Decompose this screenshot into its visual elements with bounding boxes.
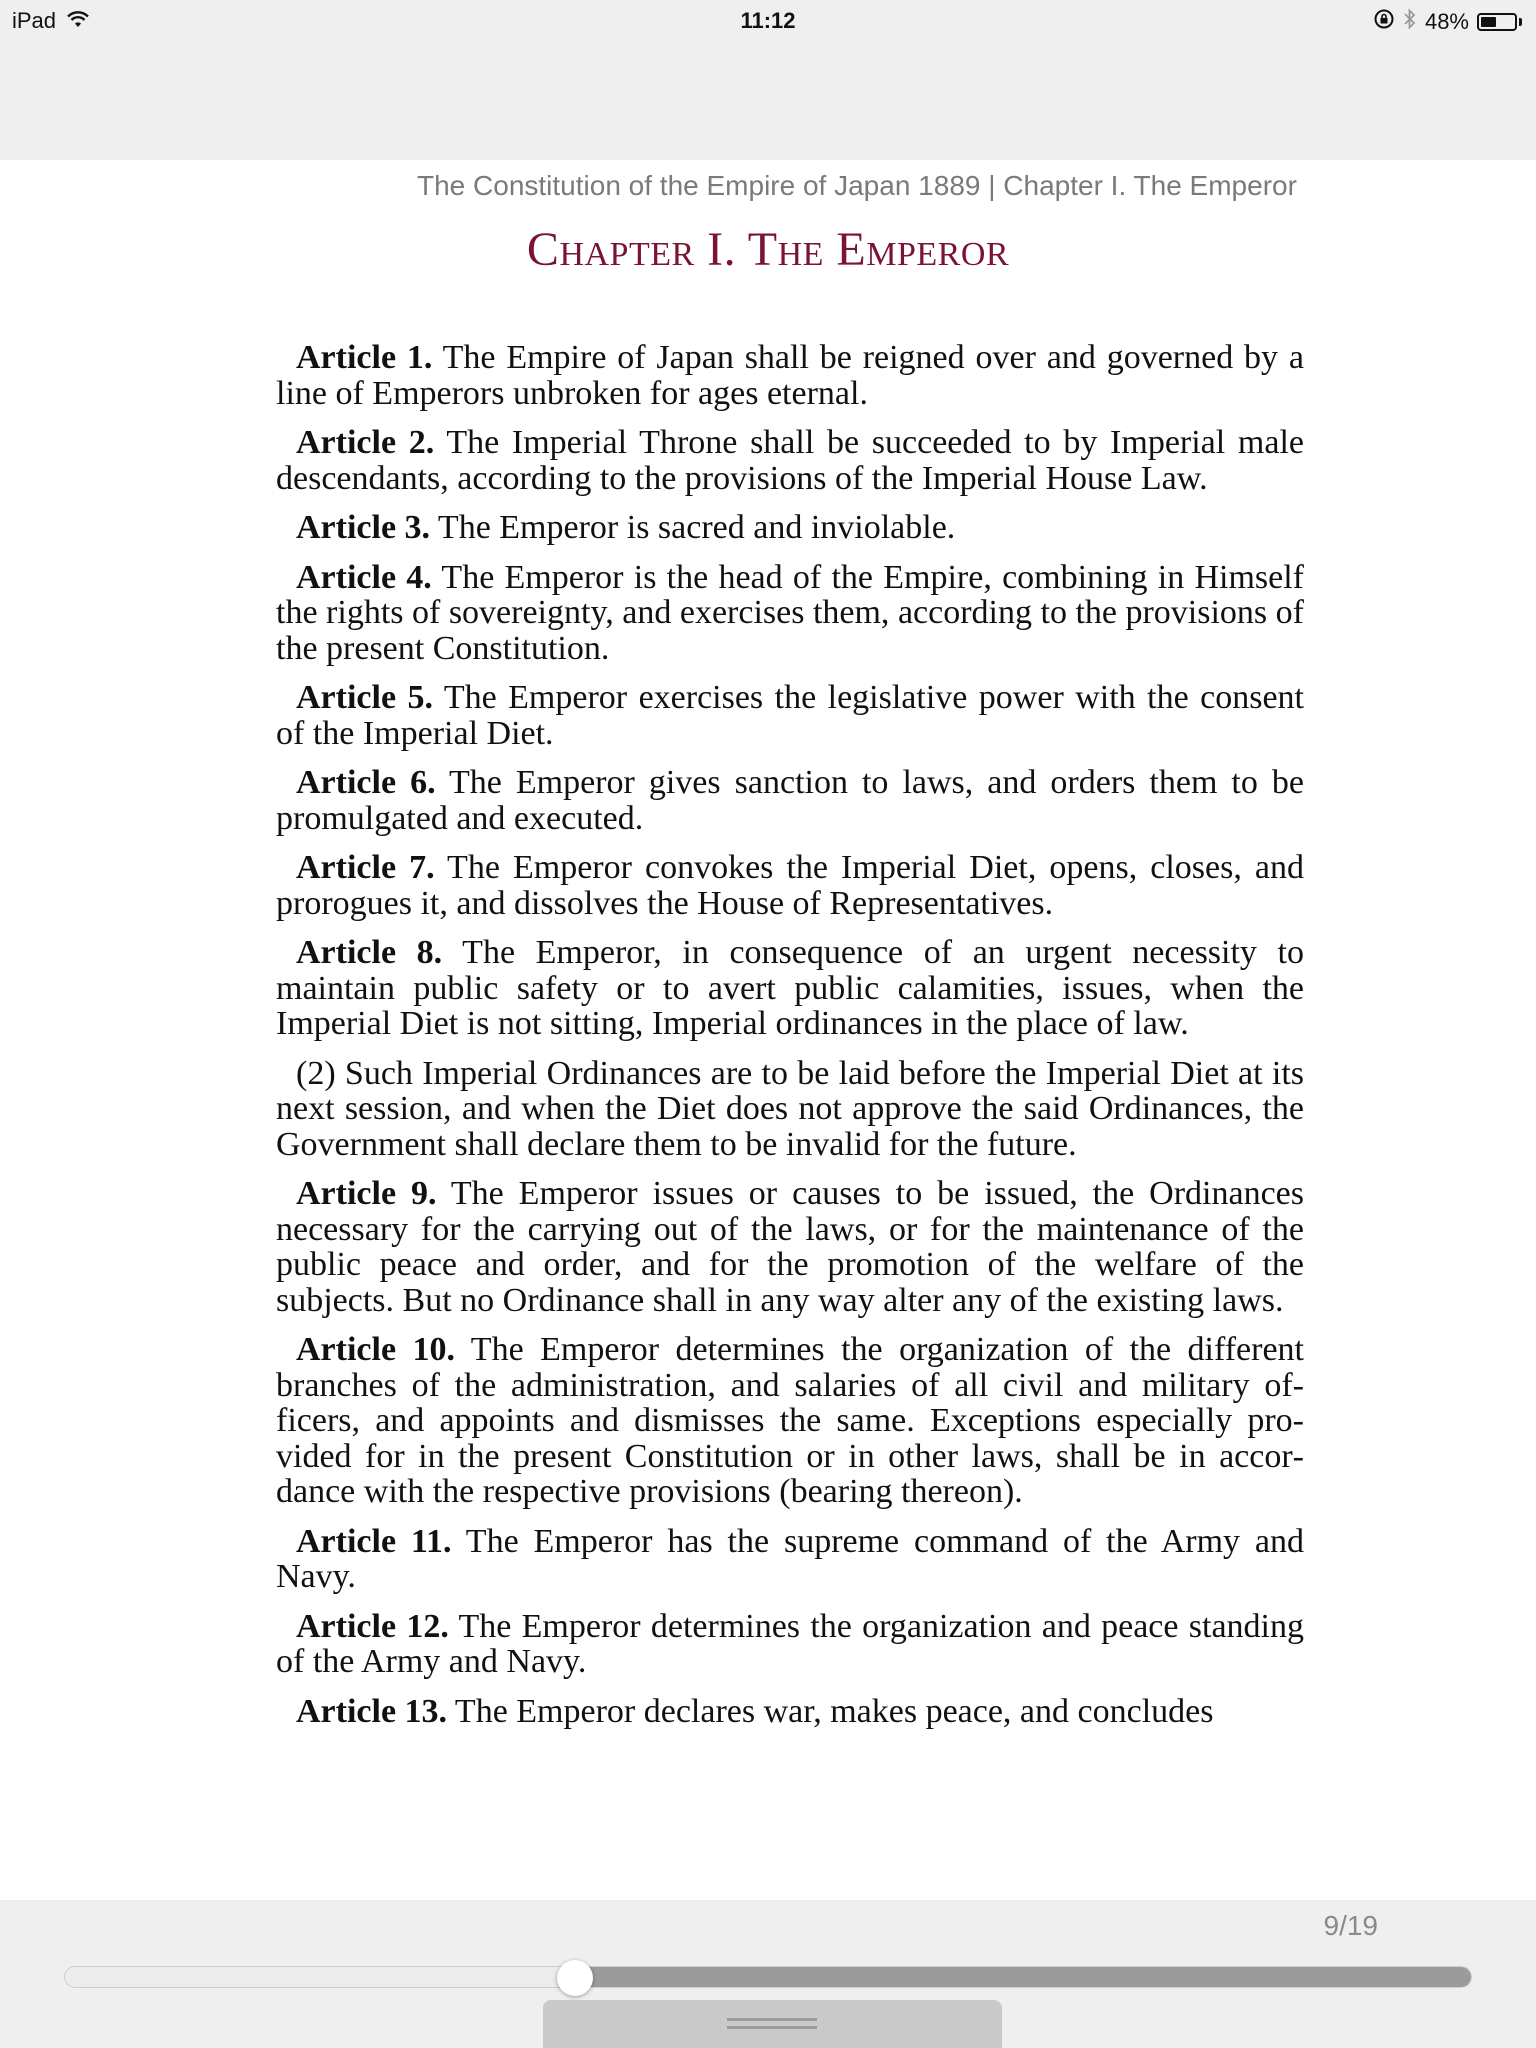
- article-text: The Emperor exercises the legislative power with the consent of the Imperial Diet.: [276, 679, 1304, 752]
- article-paragraph: [276, 1176, 1304, 1318]
- article-label: Article 4.: [296, 558, 432, 596]
- battery-level: [1481, 17, 1496, 27]
- status-time: 11:12: [740, 8, 796, 33]
- article-label: Article 6.: [296, 764, 436, 801]
- article-text: The Emperor declares war, makes peace, and concludes: [447, 1692, 1214, 1730]
- article-paragraph: [276, 425, 1304, 496]
- article-text: The Emperor gives sanction to laws, and orders them to be promulgated and executed.: [276, 764, 1304, 837]
- article-paragraph: [276, 1332, 1304, 1510]
- drawer-handle[interactable]: [543, 2000, 1002, 2048]
- article-text: The Emperor issues or causes to be issued, the Ordinances necessary for the carrying out of the laws, or for the maintenance of the public peace and order, and for the promotion of the welfare of the subjects. But no Ordinance shall in any way alter any of the existing laws.: [276, 1175, 1304, 1319]
- article-paragraph: [276, 1694, 1304, 1730]
- reader-toolbar: [0, 40, 1536, 160]
- article-label: Article 8.: [296, 934, 443, 971]
- article-text: (2) Such Imperial Ordinances are to be laid before the Imperial Diet at its next session, and when the Diet does not approve the said Ordinances, the Government shall declare them to be invalid for the future.: [276, 1054, 1304, 1163]
- article-text: The Emperor determines the organization of the different branches of the administration, and salaries of all civil and military officers, and appoints and dismisses the same. Exceptions especially provided for in the present Constitution or in other laws, shall be in accordance with the respective provisions (bearing thereon).: [276, 1331, 1304, 1510]
- article-label: Article 7.: [296, 849, 435, 886]
- status-bar: [0, 0, 1536, 40]
- device-name: iPad: [12, 8, 57, 33]
- article-label: Article 12.: [296, 1607, 449, 1645]
- article-label: Article 1.: [296, 340, 433, 376]
- battery-tip: [1519, 18, 1522, 26]
- article-paragraph: [276, 765, 1304, 836]
- article-label: Article 5.: [296, 679, 433, 716]
- page-scrubber-remaining: [575, 1967, 1471, 1987]
- article-text: The Emperor is the head of the Empire, combining in Himself the rights of sovereignty, and exercises them, according to the provisions of the present Constitution.: [276, 558, 1304, 667]
- article-paragraph: [276, 1609, 1304, 1680]
- grip-line-icon: [727, 2026, 817, 2029]
- battery-percent: 48%: [1424, 9, 1469, 34]
- chapter-title: Chapter I. The Emperor: [526, 223, 1010, 276]
- bluetooth-icon: [1403, 8, 1417, 36]
- status-bar-right: [1373, 8, 1522, 36]
- article-text: The Emperor determines the organization and peace standing of the Army and Navy.: [276, 1607, 1304, 1680]
- article-paragraph: [276, 935, 1304, 1042]
- page-indicator: 9/19: [1323, 1910, 1378, 1941]
- article-paragraph: [276, 340, 1304, 411]
- running-header: The Constitution of the Empire of Japan 1889 | Chapter I. The Emperor: [417, 170, 1297, 201]
- article-paragraph: [276, 850, 1304, 921]
- grip-line-icon: [727, 2018, 817, 2021]
- article-paragraph: [276, 560, 1304, 667]
- article-text: The Emperor has the supreme command of the Army and Navy.: [276, 1522, 1304, 1595]
- article-text: The Empire of Japan shall be reigned over and governed by a line of Emperors unbroken for ages eternal.: [276, 340, 1304, 412]
- article-label: Article 13.: [296, 1692, 448, 1730]
- article-paragraph: [276, 680, 1304, 751]
- page-content: [276, 340, 1304, 1825]
- page-scrubber-thumb[interactable]: [557, 1960, 593, 1996]
- article-label: Article 11.: [296, 1522, 452, 1560]
- article-paragraph: [276, 510, 1304, 546]
- page-scrubber[interactable]: [64, 1966, 1472, 1988]
- article-label: Article 10.: [296, 1331, 455, 1368]
- article-label: Article 2.: [296, 424, 435, 461]
- article-text: The Emperor is sacred and inviolable.: [430, 509, 956, 546]
- article-paragraph: [276, 1524, 1304, 1595]
- article-label: Article 9.: [296, 1175, 437, 1212]
- rotation-lock-icon: [1373, 8, 1395, 36]
- article-label: Article 3.: [296, 509, 431, 546]
- article-text: The Emperor, in consequence of an urgent necessity to maintain public safety or to avert public calamities, issues, when the Imperial Diet is not sitting, Imperial ordinances in the place of law.: [276, 934, 1304, 1042]
- battery-icon: [1477, 13, 1517, 31]
- article-text: The Emperor convokes the Imperial Diet, opens, closes, and prorogues it, and dissolves the House of Representatives.: [276, 849, 1304, 922]
- article-clause: [276, 1056, 1304, 1163]
- article-text: The Imperial Throne shall be succeeded to by Imperial male descendants, according to the provisions of the Imperial House Law.: [276, 424, 1304, 497]
